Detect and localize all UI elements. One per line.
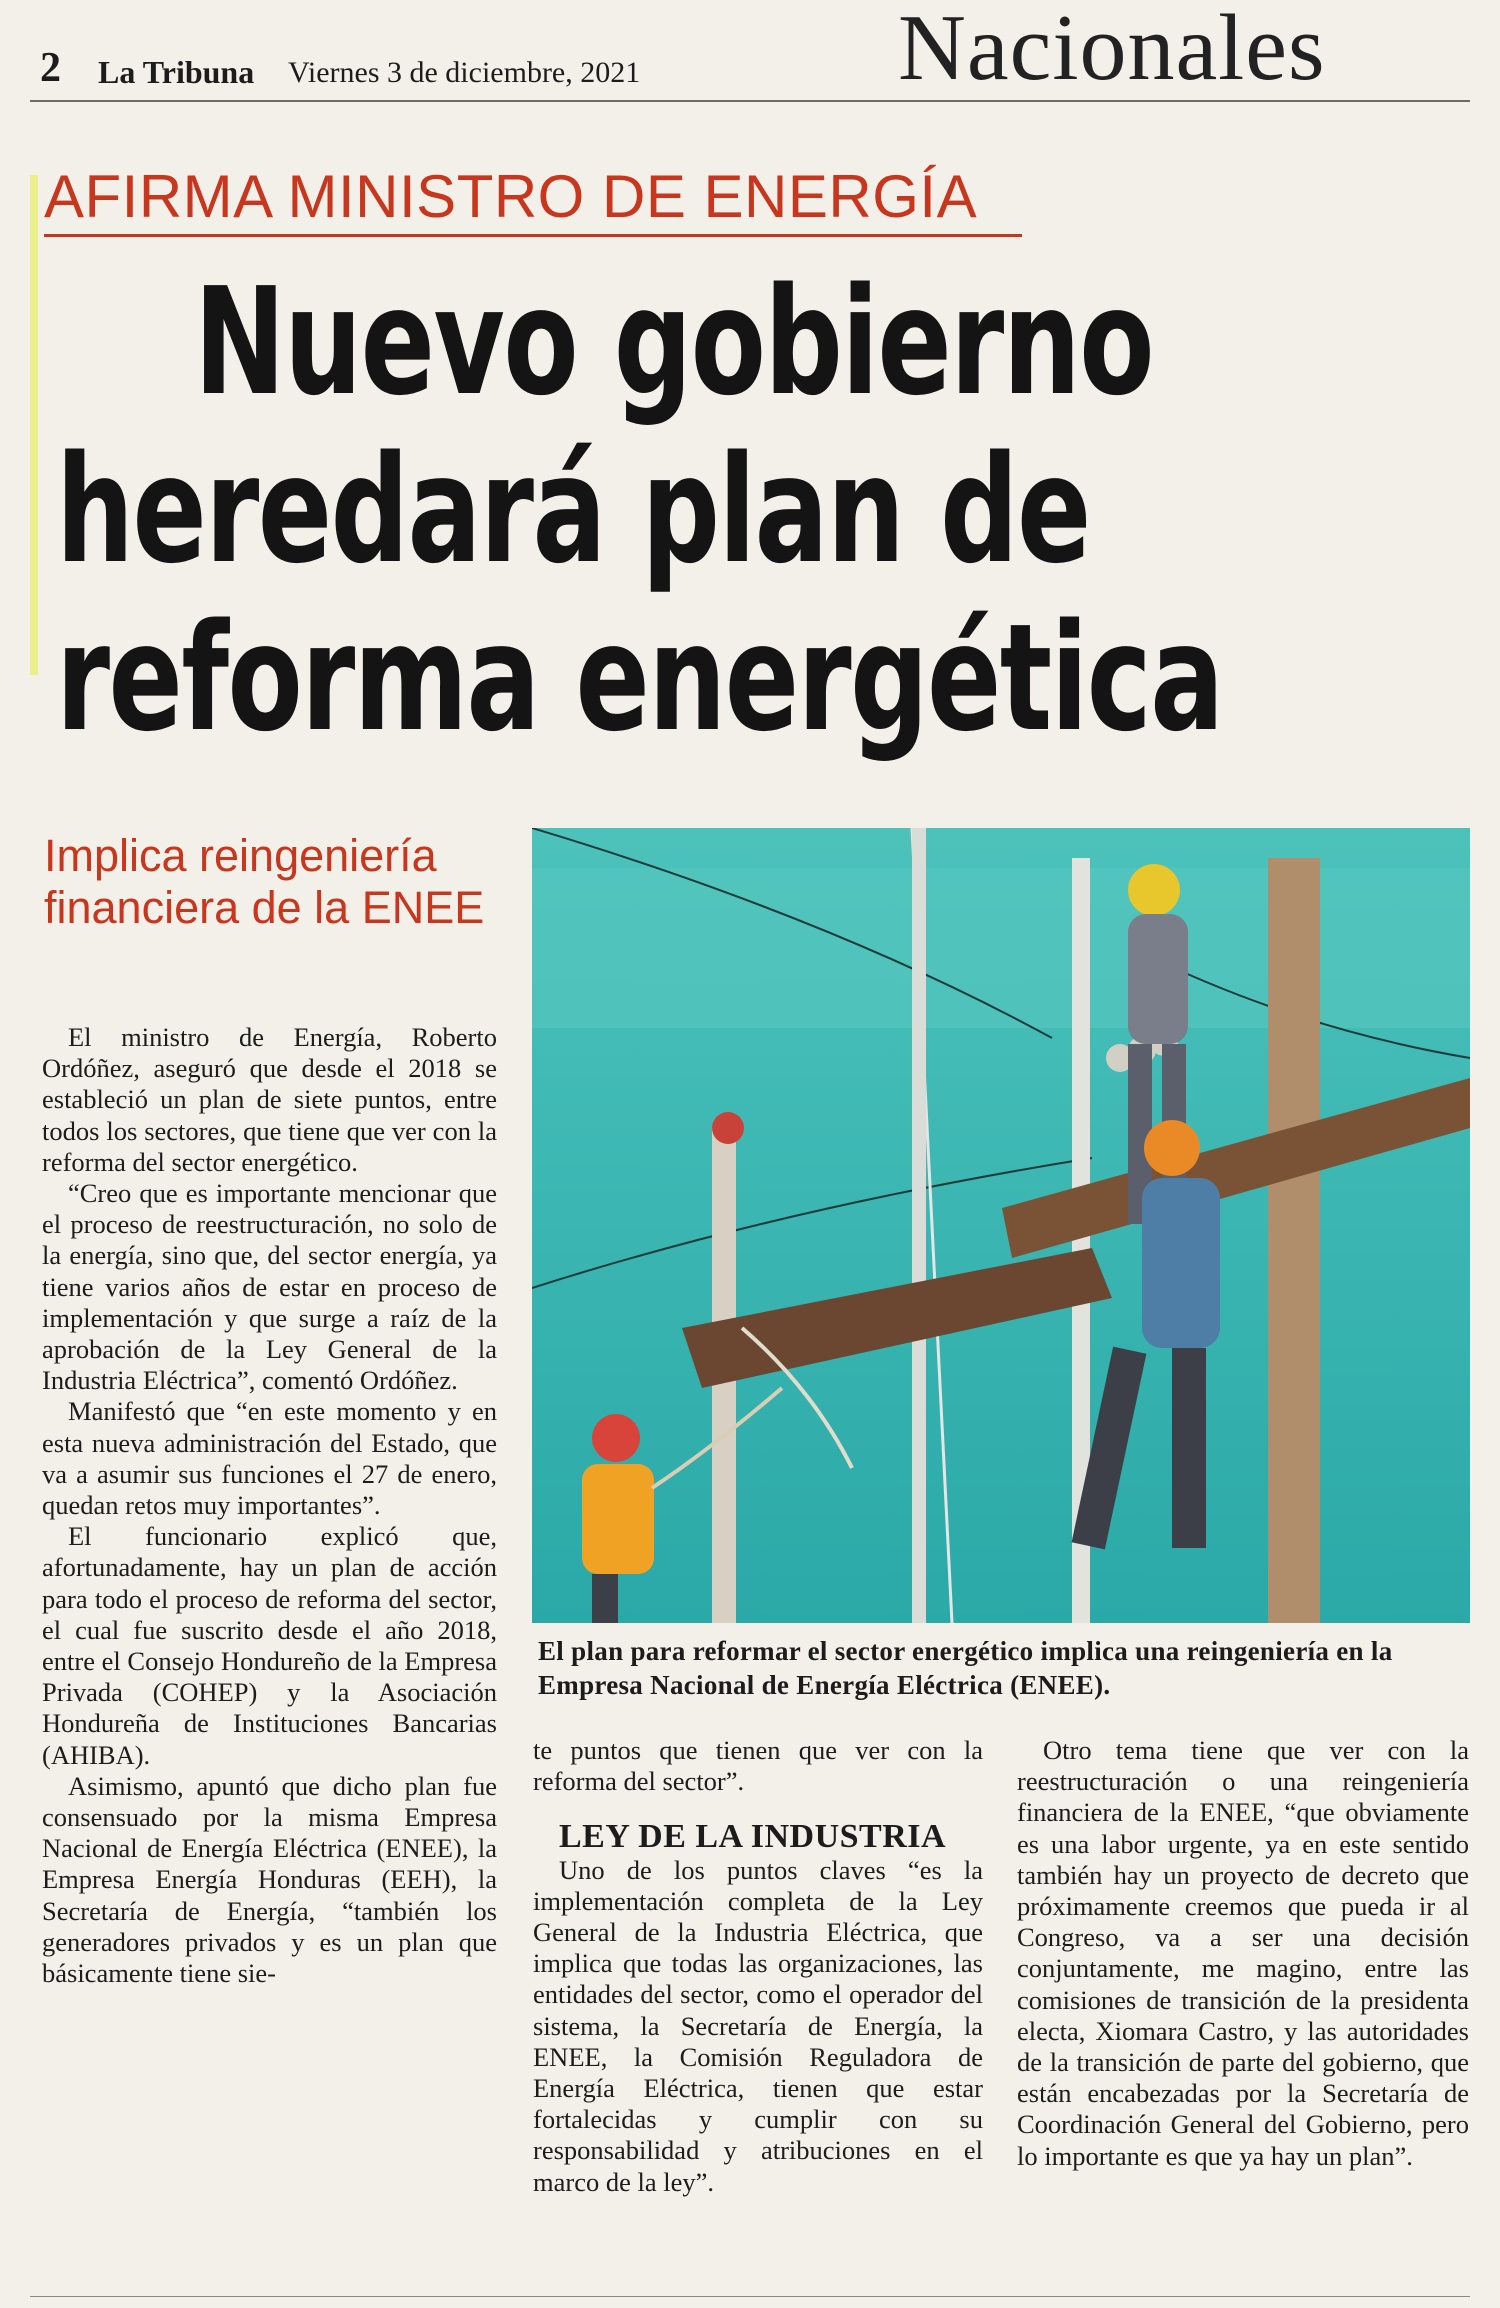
article-subhead: LEY DE LA INDUSTRIA — [559, 1818, 947, 1856]
page-bottom-rule — [30, 2296, 1470, 2297]
article-headline — [56, 258, 1476, 762]
article-column-3 — [1017, 1735, 1469, 2172]
paragraph: Asimismo, apuntó que dicho plan fue consensuado por la misma Empresa Nacional de Energía Eléctrica (ENEE), la Empresa Energía Honduras (EEH), la Secretaría de Energía, “también los generadores privados y es un plan que básicamente tiene sie- — [42, 1770, 497, 1989]
headline-line-3: reforma energética — [56, 592, 1223, 764]
article-photo — [532, 828, 1470, 1623]
header-divider — [30, 100, 1470, 102]
headline-line-1: Nuevo gobierno — [194, 256, 1154, 428]
paragraph: El ministro de Energía, Roberto Ordóñez, aseguró que desde el 2018 se estableció un plan de siete puntos, entre todos los sectores, que tiene que ver con la reforma del sector energético. — [42, 1022, 497, 1177]
article-kicker: AFIRMA MINISTRO DE ENERGÍA — [44, 163, 978, 230]
section-title: Nacionales — [898, 0, 1326, 100]
kicker-underline — [44, 234, 1022, 237]
paragraph: El funcionario explicó que, afortunadamente, hay un plan de acción para todo el proceso de reforma del sector, el cual fue suscrito desde el año 2018, entre el Consejo Hondureño de la Empresa Privada (COHEP) y la Asociación Hondureña de Instituciones Bancarias (AHIBA). — [42, 1521, 497, 1770]
highlighter-mark — [30, 175, 38, 675]
headline-line-2: heredará plan de — [56, 424, 1090, 596]
paragraph: Uno de los puntos claves “es la implementación completa de la Ley General de la Industria Eléctrica, que implica que todas las organizaciones, las entidades del sector, como el operador del sistema, la Secretaría de Energía, la ENEE, la Comisión Reguladora de Energía Eléctrica, tienen que estar fortalecidas y cumplir con su responsabilidad y atribuciones en el marco de la ley”. — [533, 1854, 983, 2197]
publication-date: Viernes 3 de diciembre, 2021 — [288, 56, 641, 89]
photo-caption: El plan para reformar el sector energético implica una reingeniería en la Empresa Nacional de Energía Eléctrica (ENEE). — [538, 1636, 1393, 1700]
newspaper-name: La Tribuna — [98, 54, 255, 90]
paragraph: “Creo que es importante mencionar que el proceso de reestructuración, no solo de la energía, sino que, del sector energía, ya tiene varios años de estar en proceso de implementación y que surge a raíz de la aprobación de la Ley General de la Industria Eléctrica”, comentó Ordóñez. — [42, 1178, 497, 1396]
paragraph: Otro tema tiene que ver con la reestructuración o una reingeniería financiera de la ENEE, “que obviamente es una labor urgente, ya en este sentido también hay un proyecto de decreto que próximamente creemos que pueda ir al Congreso, va a ser una decisión conjuntamente, me magino, entre las comisiones de transición de la presidenta electa, Xiomara Castro, y las autoridades de la transición de parte del gobierno, que están encabezadas por la Secretaría de Coordinación General del Gobierno, pero lo importante es que ya hay un plan”. — [1017, 1735, 1469, 2171]
paragraph: Manifestó que “en este momento y en esta nueva administración del Estado, que va a asumir sus funciones el 27 de enero, quedan retos muy importantes”. — [42, 1396, 497, 1521]
page-number: 2 — [40, 45, 61, 91]
paragraph-continuation: te puntos que tienen que ver con la reforma del sector”. — [533, 1735, 983, 1797]
article-column-2 — [533, 1735, 983, 2198]
article-column-1 — [42, 1022, 497, 1989]
page-header — [0, 0, 1500, 100]
linemen-on-power-pole-image — [532, 828, 1470, 1623]
article-deck: Implica reingeniería financiera de la ENEE — [44, 830, 485, 933]
